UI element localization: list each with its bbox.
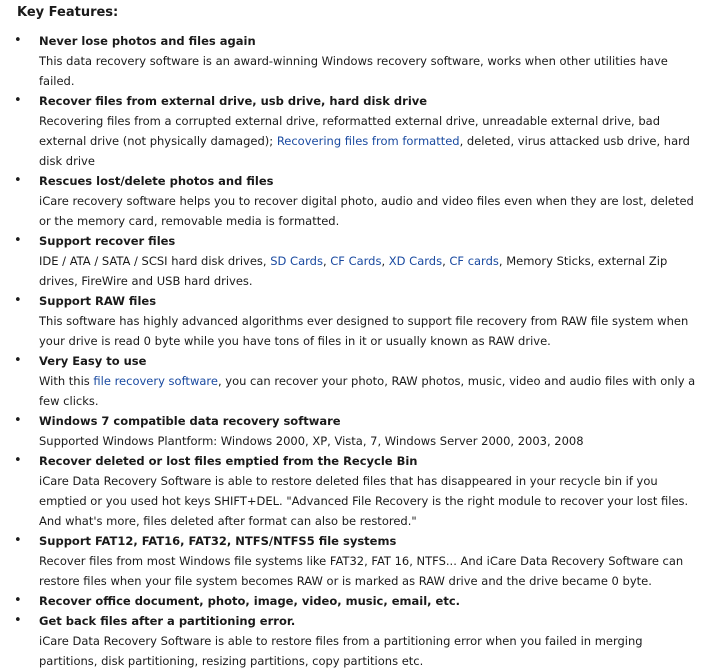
feature-description	[39, 191, 699, 231]
feature-text: ,	[442, 254, 450, 268]
feature-title: Get back files after a partitioning error.	[39, 614, 296, 628]
feature-description	[39, 431, 699, 451]
feature-text: Recovering files from a corrupted external drive, reformatted external drive, unreadable external drive, bad external drive (not physically damaged);	[39, 114, 660, 148]
feature-item	[0, 171, 711, 231]
feature-link[interactable]: file recovery software	[93, 374, 218, 388]
feature-text: This data recovery software is an award-winning Windows recovery software, works when other utilities have failed.	[39, 54, 668, 88]
feature-link[interactable]: CF cards	[449, 254, 499, 268]
feature-text: Supported Windows Plantform: Windows 2000, XP, Vista, 7, Windows Server 2000, 2003, 2008	[39, 434, 584, 448]
feature-title: Recover office document, photo, image, video, music, email, etc.	[39, 594, 461, 608]
feature-description	[39, 551, 699, 591]
feature-link[interactable]: SD Cards	[270, 254, 323, 268]
features-list	[0, 31, 711, 671]
feature-text: ,	[322, 254, 331, 268]
feature-text: This software has highly advanced algorithms ever designed to support file recovery from RAW file system when your drive is read 0 byte while you have tons of files in it or usually known as RAW drive.	[39, 314, 689, 348]
bullet-icon: •	[14, 533, 22, 548]
feature-text: , you can recover your photo, RAW photos, music, video and audio files with only a few clicks.	[39, 374, 696, 408]
feature-title: Rescues lost/delete photos and files	[39, 174, 274, 188]
feature-text: iCare Data Recovery Software is able to restore files from a partitioning error when you failed in merging partitions, disk partitioning, resizing partitions, copy partitions etc.	[39, 634, 643, 668]
feature-item	[0, 351, 711, 411]
feature-text: iCare Data Recovery Software is able to restore deleted files that has disappeared in your recycle bin if you emptied or you used hot keys SHIFT+DEL. "Advanced File Recovery is the right module to recover your lost files. And what's more, files deleted after format can also be restored."	[39, 474, 689, 528]
feature-description	[39, 311, 699, 351]
bullet-icon: •	[14, 353, 22, 368]
bullet-icon: •	[14, 93, 22, 108]
feature-text: iCare recovery software helps you to recover digital photo, audio and video files even when they are lost, deleted or the memory card, removable media is formatted.	[39, 194, 694, 228]
feature-description	[39, 51, 699, 91]
feature-description	[39, 371, 699, 411]
feature-item	[0, 591, 711, 611]
bullet-icon: •	[14, 233, 22, 248]
feature-text: IDE / ATA / SATA / SCSI hard disk drives,	[39, 254, 271, 268]
bullet-icon: •	[14, 33, 22, 48]
feature-item	[0, 531, 711, 591]
key-features-heading: Key Features:	[17, 5, 119, 20]
feature-item	[0, 411, 711, 451]
feature-item	[0, 231, 711, 291]
feature-text: , deleted, virus attacked usb drive, hard disk drive	[39, 134, 690, 168]
feature-item	[0, 31, 711, 91]
feature-item	[0, 451, 711, 531]
bullet-icon: •	[14, 173, 22, 188]
bullet-icon: •	[14, 613, 22, 628]
bullet-icon: •	[14, 293, 22, 308]
feature-link[interactable]: Recovering files from formatted	[276, 134, 460, 148]
feature-link[interactable]: CF Cards	[330, 254, 382, 268]
feature-title: Support recover files	[39, 234, 176, 248]
feature-title: Recover deleted or lost files emptied from the Recycle Bin	[39, 454, 418, 468]
feature-text: Recover files from most Windows file systems like FAT32, FAT 16, NTFS... And iCare Data Recovery Software can restore files when your file system becomes RAW or is marked as RAW drive and the drive became 0 byte.	[39, 554, 684, 588]
bullet-icon: •	[14, 413, 22, 428]
feature-link[interactable]: XD Cards	[388, 254, 443, 268]
feature-description	[39, 111, 699, 171]
feature-title: Recover files from external drive, usb drive, hard disk drive	[39, 94, 428, 108]
feature-text: With this	[39, 374, 94, 388]
bullet-icon: •	[14, 453, 22, 468]
feature-description	[39, 251, 699, 291]
feature-text: , Memory Sticks, external Zip drives, FireWire and USB hard drives.	[39, 254, 668, 288]
feature-title: Support RAW files	[39, 294, 157, 308]
feature-description	[39, 471, 699, 531]
feature-item	[0, 291, 711, 351]
feature-title: Never lose photos and files again	[39, 34, 256, 48]
bullet-icon: •	[14, 593, 22, 608]
feature-title: Windows 7 compatible data recovery software	[39, 414, 341, 428]
feature-description	[39, 631, 699, 671]
feature-title: Support FAT12, FAT16, FAT32, NTFS/NTFS5 file systems	[39, 534, 397, 548]
feature-title: Very Easy to use	[39, 354, 147, 368]
feature-item	[0, 91, 711, 171]
feature-item	[0, 611, 711, 671]
feature-text: ,	[381, 254, 389, 268]
